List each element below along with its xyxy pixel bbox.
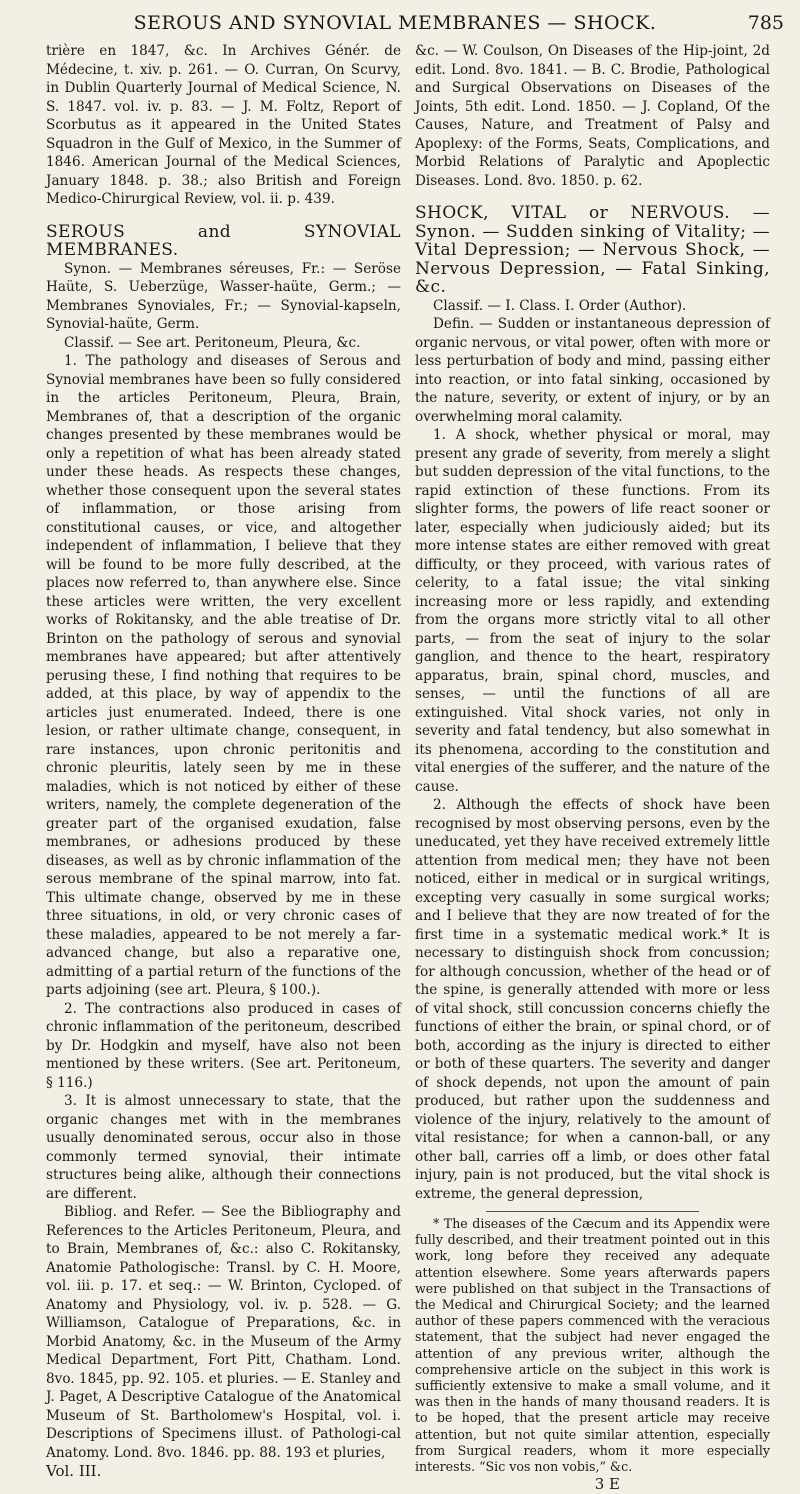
continued-references: trière en 1847, &c. In Archives Génér. de Médecine, t. xiv. p. 261. — O. Curran, On Scurvy, in Dublin Quarterly Journal of Medical Science, N. S. 1847. vol. iv. p. 83. — J. M. Foltz, Report of Scorbutus as it appeared in the United States Squadron in the Gulf of Mexico, in the Summer of 1846. American Journal of the Medical Sciences, January 1848. p. 38.; also British and Foreign Medico-Chirurgical Review, vol. ii. p. 439. bbox=[46, 43, 401, 207]
article-heading-shock: SHOCK, VITAL or NERVOUS. — Synon. — Sudden sinking of Vitality; — Vital Depression; — Nervous Shock, — Nervous Depression, — Fatal Sinking, &c. bbox=[415, 203, 770, 297]
page-number: 785 bbox=[747, 12, 784, 34]
signature-mark: 3 E bbox=[594, 1475, 620, 1494]
footnote-divider bbox=[486, 1211, 699, 1212]
article-heading-serous: SEROUS and SYNOVIAL MEMBRANES. bbox=[46, 221, 401, 260]
paragraph-2-shock: 2. Although the effects of shock have been recognised by most observing persons, even by the uneducated, yet they have received extremely little attention from medical men; they have not been noticed, either in medical or in surgical writings, excepting very casually in some surgical works; and I believe that they are now treated of for the first time in a systematic medical work.* It is necessary to distinguish shock from concussion; for although concussion, whether of the head or of the spine, is generally attended with more or less of vital shock, still concussion concerns chiefly the functions of either the brain, or spinal chord, or of both, according as the injury is directed to either or both of these quarters. The severity and danger of shock depends, not upon the amount of pain produced, but rather upon the suddenness and violence of the injury, relatively to the amount of vital resistance; for when a cannon-ball, or any other ball, carries off a limb, or does other fatal injury, pain is not produced, but the vital shock is extreme, the general depression, bbox=[415, 797, 770, 1202]
volume-marker: Vol. III. bbox=[46, 1462, 102, 1480]
paragraph-1-serous: 1. The pathology and diseases of Serous and Synovial membranes have been so fully considered in the articles Peritoneum, Pleura, Brain, Membranes of, that a description of the organic changes presented by these membranes would be only a repetition of what has been already stated under these heads. As respects these changes, whether those consequent upon the several states of inflammation, or those arising from constitutional causes, or vice, and altogether independent of inflammation, I believe that they will be found to be more fully described, at the places now referred to, than anywhere else. Since these articles were written, the very excellent works of Rokitansky, and the able treatise of Dr. Brinton on the pathology of serous and synovial membranes have appeared; but after attentively perusing these, I find nothing that requires to be added, at this place, by way of appendix to the articles just enumerated. Indeed, there is one lesion, or rather ultimate change, consequent, in rare instances, upon chronic peritonitis and chronic pleuritis, lately seen by me in these maladies, which is not noticed by either of these writers, namely, the complete degeneration of the greater part of the organised exudation, false membranes, or adhesions produced by these diseases, as well as by chronic inflammation of the serous membrane of the spinal marrow, into fat. This ultimate change, observed by me in these three situations, in old, or very chronic cases of these maladies, appeared to be not merely a far-advanced change, but also a reparative one, admitting of a partial return of the functions of the parts adjoining (see art. Pleura, § 100.). bbox=[46, 353, 401, 998]
classification-serous: Classif. — See art. Peritoneum, Pleura, &c. bbox=[64, 334, 361, 351]
paragraph-3-serous: 3. It is almost unnecessary to state, that the organic changes met with in the membranes usually denominated serous, occur also in those commonly termed synovial, their intimate structures being alike, although their connections are different. bbox=[46, 1093, 401, 1202]
running-head-title: SEROUS AND SYNOVIAL MEMBRANES — SHOCK. bbox=[133, 12, 657, 34]
paragraph-1-shock: 1. A shock, whether physical or moral, may present any grade of severity, from merely a slight but sudden depression of the vital functions, to the rapid extinction of these functions. From its slighter forms, the powers of life react sooner or later, especially when judiciously aided; but its more intense states are either removed with great difficulty, or they proceed, with various rates of celerity, to a fatal issue; the vital sinking increasing more or less rapidly, and extending from the organs more strictly vital to all other parts, — from the seat of injury to the solar ganglion, and thence to the heart, respiratory apparatus, brain, spinal chord, muscles, and senses, — until the functions of all are extinguished. Vital shock varies, not only in severity and fatal tendency, but also somewhat in its phenomena, according to the constitution and vital energies of the sufferer, and the nature of the cause. bbox=[415, 427, 770, 795]
bibliography-serous: Bibliog. and Refer. — See the Bibliography and References to the Articles Peritoneum, Pleura, and to Brain, Membranes of, &c.: also C. Rokitansky, Anatomie Pathologische: Transl. by C. H. Moore, vol. iii. p. 17. et seq.: — W. Brinton, Cycloped. of Anatomy and Physiology, vol. iv. p. 528. — G. Williamson, Catalogue of Preparations, &c. in Morbid Anatomy, &c. in the Museum of the Army Medical Department, Fort Pitt, Chatham. Lond. 8vo. 1845, pp. 92. 105. et pluries. — E. Stanley and J. Paget, A Descriptive Catalogue of the Anatomical Museum of St. Bartholomew's Hospital, vol. i. Descriptions of Specimens illust. of Pathologi-cal Anatomy. Lond. 8vo. 1846. pp. 88. 193 et pluries, bbox=[46, 1204, 401, 1461]
running-head bbox=[46, 12, 784, 42]
right-column bbox=[415, 42, 770, 1494]
footnote: * The diseases of the Cæcum and its Appendix were fully described, and their treatment pointed out in this work, long before they received any adequate attention elsewhere. Some years afterwards papers were published on that subject in the Transactions of the Medical and Chirurgical Society; and the learned author of these papers commenced with the veracious statement, that the subject had never engaged the attention of any previous writer, although the comprehensive article on the subject in this work is sufficiently extensive to make a small volume, and it was then in the hands of many thousand readers. It is to be hoped, that the present article may receive attention, but not quite similar attention, especially from Surgical readers, whom it more especially interests. “Sic vos non vobis,” &c. bbox=[415, 1216, 770, 1475]
definition-shock: Defin. — Sudden or instantaneous depression of organic nervous, or vital power, often with more or less perturbation of body and mind, passing either into reaction, or into fatal sinking, occasioned by the nature, severity, or extent of injury, or by an overwhelming moral calamity. bbox=[415, 316, 770, 425]
synonyms-serous: Synon. — Membranes séreuses, Fr.: — Seröse Haüte, S. Ueberzüge, Wasser-haüte, Germ.; — Membranes Synoviales, Fr.; — Synovial-kapseln, Synovial-haüte, Germ. bbox=[46, 260, 401, 332]
continued-references-right: &c. — W. Coulson, On Diseases of the Hip-joint, 2d edit. Lond. 8vo. 1841. — B. C. Brodie, Pathological and Surgical Observations on Diseases of the Joints, 5th edit. Lond. 1850. — J. Copland, Of the Causes, Nature, and Treatment of Palsy and Apoplexy: of the Forms, Seats, Complications, and Morbid Relations of Paralytic and Apoplectic Diseases. Lond. 8vo. 1850. p. 62. bbox=[415, 43, 770, 189]
left-column bbox=[46, 42, 401, 1494]
classification-shock: Classif. — I. Class. I. Order (Author). bbox=[433, 297, 687, 314]
text-columns bbox=[46, 42, 784, 1494]
paragraph-2-serous: 2. The contractions also produced in cases of chronic inflammation of the peritoneum, described by Dr. Hodgkin and myself, have also not been mentioned by these writers. (See art. Peritoneum, § 116.) bbox=[46, 1000, 401, 1091]
